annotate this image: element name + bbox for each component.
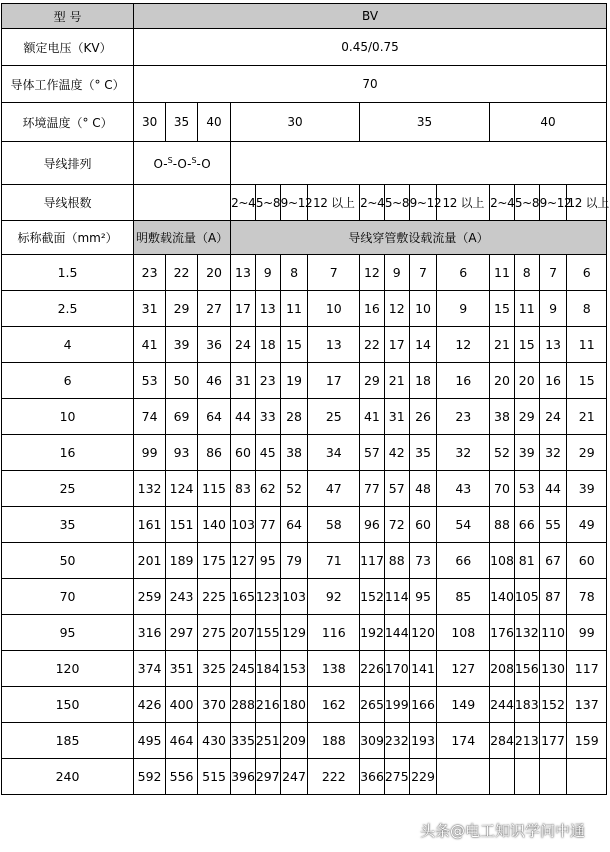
capacity-cell: 140 (198, 507, 231, 543)
capacity-cell: 57 (384, 471, 409, 507)
capacity-cell: 225 (198, 579, 231, 615)
capacity-cell: 213 (514, 723, 539, 759)
capacity-cell: 99 (567, 615, 607, 651)
capacity-cell: 23 (437, 399, 490, 435)
capacity-cell: 96 (360, 507, 385, 543)
capacity-cell: 39 (166, 327, 198, 363)
capacity-cell: 55 (539, 507, 567, 543)
capacity-cell: 13 (255, 291, 280, 327)
capacity-cell: 83 (231, 471, 256, 507)
section-cell: 25 (2, 471, 134, 507)
capacity-cell: 162 (308, 687, 360, 723)
section-cell: 150 (2, 687, 134, 723)
capacity-cell: 85 (437, 579, 490, 615)
capacity-cell: 275 (384, 759, 409, 795)
capacity-cell: 155 (255, 615, 280, 651)
capacity-cell: 183 (514, 687, 539, 723)
model-value: BV (134, 4, 607, 29)
capacity-cell: 374 (134, 651, 166, 687)
wire-count: 5~8 (384, 185, 409, 221)
capacity-cell: 11 (567, 327, 607, 363)
capacity-cell: 208 (490, 651, 515, 687)
capacity-cell: 245 (231, 651, 256, 687)
capacity-cell: 50 (166, 363, 198, 399)
capacity-cell: 88 (384, 543, 409, 579)
capacity-cell: 201 (134, 543, 166, 579)
capacity-cell: 25 (308, 399, 360, 435)
capacity-cell: 64 (280, 507, 308, 543)
capacity-cell: 117 (360, 543, 385, 579)
capacity-cell: 207 (231, 615, 256, 651)
capacity-cell: 27 (198, 291, 231, 327)
capacity-cell: 9 (384, 255, 409, 291)
capacity-cell: 34 (308, 435, 360, 471)
capacity-cell (490, 759, 515, 795)
capacity-cell: 161 (134, 507, 166, 543)
voltage-value: 0.45/0.75 (134, 29, 607, 66)
capacity-cell: 123 (255, 579, 280, 615)
ambient-pipe-35: 35 (360, 103, 490, 142)
capacity-cell (539, 759, 567, 795)
capacity-cell: 335 (231, 723, 256, 759)
capacity-cell: 71 (308, 543, 360, 579)
capacity-cell: 259 (134, 579, 166, 615)
capacity-cell: 15 (567, 363, 607, 399)
capacity-cell: 108 (437, 615, 490, 651)
wire-count: 9~12 (280, 185, 308, 221)
table-row (2, 255, 607, 291)
capacity-cell: 251 (255, 723, 280, 759)
capacity-cell: 46 (198, 363, 231, 399)
capacity-cell: 29 (514, 399, 539, 435)
capacity-cell: 151 (166, 507, 198, 543)
ambient-open-35: 35 (166, 103, 198, 142)
capacity-cell: 9 (255, 255, 280, 291)
capacity-cell: 9 (437, 291, 490, 327)
ambient-label: 环境温度（° C） (2, 103, 134, 142)
capacity-cell: 79 (280, 543, 308, 579)
wire-count-open-blank (134, 185, 231, 221)
capacity-cell: 184 (255, 651, 280, 687)
capacity-cell: 22 (166, 255, 198, 291)
wire-count: 2~4 (231, 185, 256, 221)
capacity-cell: 400 (166, 687, 198, 723)
capacity-cell: 26 (409, 399, 437, 435)
capacity-cell: 20 (514, 363, 539, 399)
capacity-cell: 29 (567, 435, 607, 471)
capacity-cell: 297 (255, 759, 280, 795)
capacity-cell: 222 (308, 759, 360, 795)
capacity-cell: 39 (514, 435, 539, 471)
capacity-cell: 226 (360, 651, 385, 687)
capacity-cell: 117 (567, 651, 607, 687)
capacity-cell: 174 (437, 723, 490, 759)
capacity-cell: 243 (166, 579, 198, 615)
table-row (2, 543, 607, 579)
wire-count: 5~8 (514, 185, 539, 221)
capacity-cell: 15 (514, 327, 539, 363)
capacity-cell: 66 (437, 543, 490, 579)
table-row (2, 327, 607, 363)
capacity-cell: 44 (539, 471, 567, 507)
wire-count: 2~4 (490, 185, 515, 221)
capacity-cell: 288 (231, 687, 256, 723)
capacity-cell: 105 (514, 579, 539, 615)
capacity-cell: 38 (280, 435, 308, 471)
wire-count: 9~12 (409, 185, 437, 221)
capacity-cell: 132 (514, 615, 539, 651)
capacity-cell: 22 (360, 327, 385, 363)
capacity-cell: 17 (308, 363, 360, 399)
capacity-cell: 87 (539, 579, 567, 615)
capacity-cell: 52 (280, 471, 308, 507)
capacity-cell: 77 (360, 471, 385, 507)
capacity-cell: 127 (231, 543, 256, 579)
capacity-cell: 44 (231, 399, 256, 435)
capacity-cell: 64 (198, 399, 231, 435)
capacity-cell: 95 (255, 543, 280, 579)
capacity-cell: 7 (308, 255, 360, 291)
capacity-cell: 60 (409, 507, 437, 543)
capacity-cell: 370 (198, 687, 231, 723)
capacity-cell: 21 (384, 363, 409, 399)
temp-label: 导体工作温度（° C） (2, 66, 134, 103)
open-capacity-label: 明敷载流量（A） (134, 221, 231, 255)
capacity-cell: 29 (166, 291, 198, 327)
capacity-cell: 14 (409, 327, 437, 363)
capacity-cell: 15 (490, 291, 515, 327)
capacity-cell: 297 (166, 615, 198, 651)
capacity-cell: 8 (280, 255, 308, 291)
capacity-cell: 60 (231, 435, 256, 471)
capacity-cell: 188 (308, 723, 360, 759)
capacity-cell: 58 (308, 507, 360, 543)
capacity-cell: 10 (409, 291, 437, 327)
capacity-cell: 193 (409, 723, 437, 759)
capacity-cell: 95 (409, 579, 437, 615)
capacity-cell: 10 (308, 291, 360, 327)
capacity-cell: 60 (567, 543, 607, 579)
section-cell: 16 (2, 435, 134, 471)
capacity-cell: 592 (134, 759, 166, 795)
capacity-cell: 7 (539, 255, 567, 291)
capacity-cell: 166 (409, 687, 437, 723)
capacity-cell: 8 (514, 255, 539, 291)
capacity-cell: 67 (539, 543, 567, 579)
section-cell: 35 (2, 507, 134, 543)
capacity-cell (567, 759, 607, 795)
capacity-cell: 170 (384, 651, 409, 687)
capacity-cell: 33 (255, 399, 280, 435)
capacity-cell: 275 (198, 615, 231, 651)
capacity-cell: 28 (280, 399, 308, 435)
capacity-cell: 351 (166, 651, 198, 687)
capacity-cell: 13 (231, 255, 256, 291)
capacity-cell: 132 (134, 471, 166, 507)
capacity-cell: 115 (198, 471, 231, 507)
capacity-cell: 9 (539, 291, 567, 327)
capacity-cell: 430 (198, 723, 231, 759)
table-row (2, 291, 607, 327)
table-row (2, 363, 607, 399)
capacity-cell: 110 (539, 615, 567, 651)
table-row (2, 687, 607, 723)
table-row (2, 435, 607, 471)
capacity-cell: 32 (539, 435, 567, 471)
capacity-cell: 156 (514, 651, 539, 687)
ambient-pipe-30: 30 (231, 103, 360, 142)
table-row (2, 723, 607, 759)
capacity-cell: 49 (567, 507, 607, 543)
capacity-cell: 124 (166, 471, 198, 507)
capacity-cell: 12 (360, 255, 385, 291)
capacity-cell: 81 (514, 543, 539, 579)
section-cell: 70 (2, 579, 134, 615)
capacity-cell: 86 (198, 435, 231, 471)
capacity-cell: 244 (490, 687, 515, 723)
capacity-cell: 31 (384, 399, 409, 435)
pipe-capacity-label: 导线穿管敷设载流量（A） (231, 221, 607, 255)
capacity-cell: 229 (409, 759, 437, 795)
capacity-cell: 309 (360, 723, 385, 759)
capacity-cell: 47 (308, 471, 360, 507)
capacity-cell: 495 (134, 723, 166, 759)
wire-count: 2~4 (360, 185, 385, 221)
capacity-cell: 8 (567, 291, 607, 327)
capacity-cell: 29 (360, 363, 385, 399)
capacity-cell: 129 (280, 615, 308, 651)
capacity-cell: 54 (437, 507, 490, 543)
capacity-cell: 366 (360, 759, 385, 795)
capacity-cell: 232 (384, 723, 409, 759)
capacity-cell: 17 (231, 291, 256, 327)
temp-value: 70 (134, 66, 607, 103)
capacity-cell: 138 (308, 651, 360, 687)
arrangement-label: 导线排列 (2, 142, 134, 185)
capacity-cell: 99 (134, 435, 166, 471)
model-label: 型 号 (2, 4, 134, 29)
capacity-cell: 159 (567, 723, 607, 759)
section-cell: 185 (2, 723, 134, 759)
wire-count: 5~8 (255, 185, 280, 221)
capacity-cell: 209 (280, 723, 308, 759)
capacity-cell: 15 (280, 327, 308, 363)
capacity-cell: 11 (514, 291, 539, 327)
capacity-cell: 72 (384, 507, 409, 543)
capacity-cell: 21 (490, 327, 515, 363)
capacity-cell: 114 (384, 579, 409, 615)
capacity-cell: 176 (490, 615, 515, 651)
wire-count: 12 以上 (437, 185, 490, 221)
arrangement-symbols: O-$^S$-O-$^S$-O (153, 155, 211, 171)
wire-count: 12 以上 (308, 185, 360, 221)
capacity-cell: 21 (567, 399, 607, 435)
capacity-cell: 396 (231, 759, 256, 795)
capacity-cell: 325 (198, 651, 231, 687)
capacity-cell: 103 (231, 507, 256, 543)
capacity-cell: 247 (280, 759, 308, 795)
capacity-cell: 43 (437, 471, 490, 507)
capacity-cell: 23 (134, 255, 166, 291)
capacity-cell: 12 (384, 291, 409, 327)
capacity-cell: 165 (231, 579, 256, 615)
capacity-cell: 127 (437, 651, 490, 687)
capacity-cell: 103 (280, 579, 308, 615)
capacity-cell: 108 (490, 543, 515, 579)
cable-capacity-table (1, 3, 610, 795)
capacity-cell: 284 (490, 723, 515, 759)
capacity-cell: 152 (539, 687, 567, 723)
capacity-cell: 53 (514, 471, 539, 507)
section-cell: 10 (2, 399, 134, 435)
capacity-cell: 144 (384, 615, 409, 651)
capacity-cell: 17 (384, 327, 409, 363)
capacity-cell: 32 (437, 435, 490, 471)
arrangement-value (134, 142, 231, 185)
capacity-cell: 11 (490, 255, 515, 291)
capacity-cell (514, 759, 539, 795)
table-row (2, 651, 607, 687)
capacity-cell: 180 (280, 687, 308, 723)
capacity-cell: 38 (490, 399, 515, 435)
capacity-cell: 36 (198, 327, 231, 363)
capacity-cell: 199 (384, 687, 409, 723)
table-row (2, 471, 607, 507)
capacity-cell: 66 (514, 507, 539, 543)
capacity-cell: 515 (198, 759, 231, 795)
capacity-cell: 41 (134, 327, 166, 363)
capacity-cell: 93 (166, 435, 198, 471)
ambient-open-30: 30 (134, 103, 166, 142)
arrangement-blank (231, 142, 607, 185)
capacity-cell: 16 (539, 363, 567, 399)
capacity-cell: 74 (134, 399, 166, 435)
wire-count: 9~12 (539, 185, 567, 221)
capacity-cell: 69 (166, 399, 198, 435)
capacity-cell: 62 (255, 471, 280, 507)
wire-count: 12 以上 (567, 185, 607, 221)
capacity-cell (437, 759, 490, 795)
section-cell: 240 (2, 759, 134, 795)
section-cell: 2.5 (2, 291, 134, 327)
capacity-cell: 316 (134, 615, 166, 651)
capacity-cell: 137 (567, 687, 607, 723)
capacity-cell: 45 (255, 435, 280, 471)
ambient-open-40: 40 (198, 103, 231, 142)
capacity-cell: 73 (409, 543, 437, 579)
section-cell: 6 (2, 363, 134, 399)
capacity-cell: 52 (490, 435, 515, 471)
capacity-cell: 6 (567, 255, 607, 291)
table-row (2, 399, 607, 435)
capacity-cell: 175 (198, 543, 231, 579)
capacity-cell: 152 (360, 579, 385, 615)
capacity-cell: 24 (231, 327, 256, 363)
capacity-cell: 19 (280, 363, 308, 399)
table-row (2, 759, 607, 795)
capacity-cell: 78 (567, 579, 607, 615)
capacity-cell: 57 (360, 435, 385, 471)
capacity-cell: 41 (360, 399, 385, 435)
capacity-cell: 42 (384, 435, 409, 471)
table-row (2, 579, 607, 615)
section-cell: 1.5 (2, 255, 134, 291)
capacity-cell: 70 (490, 471, 515, 507)
watermark: 头条@电工知识学问中通 (420, 822, 586, 840)
capacity-cell: 120 (409, 615, 437, 651)
capacity-cell: 11 (280, 291, 308, 327)
capacity-cell: 31 (134, 291, 166, 327)
capacity-cell: 7 (409, 255, 437, 291)
capacity-cell: 177 (539, 723, 567, 759)
capacity-cell: 141 (409, 651, 437, 687)
capacity-cell: 31 (231, 363, 256, 399)
capacity-cell: 6 (437, 255, 490, 291)
voltage-label: 额定电压（KV） (2, 29, 134, 66)
section-cell: 95 (2, 615, 134, 651)
capacity-cell: 24 (539, 399, 567, 435)
section-label: 标称截面（mm²） (2, 221, 134, 255)
capacity-cell: 149 (437, 687, 490, 723)
table-row (2, 507, 607, 543)
capacity-cell: 216 (255, 687, 280, 723)
capacity-cell: 23 (255, 363, 280, 399)
capacity-cell: 88 (490, 507, 515, 543)
capacity-cell: 153 (280, 651, 308, 687)
wire-count-label: 导线根数 (2, 185, 134, 221)
capacity-cell: 192 (360, 615, 385, 651)
capacity-cell: 189 (166, 543, 198, 579)
capacity-cell: 53 (134, 363, 166, 399)
capacity-cell: 265 (360, 687, 385, 723)
table-row (2, 615, 607, 651)
ambient-pipe-40: 40 (490, 103, 607, 142)
capacity-cell: 20 (198, 255, 231, 291)
capacity-cell: 13 (308, 327, 360, 363)
table-body (2, 255, 607, 795)
capacity-cell: 464 (166, 723, 198, 759)
table-header (2, 4, 610, 255)
section-cell: 120 (2, 651, 134, 687)
capacity-cell: 426 (134, 687, 166, 723)
capacity-cell: 13 (539, 327, 567, 363)
capacity-cell: 130 (539, 651, 567, 687)
capacity-cell: 35 (409, 435, 437, 471)
capacity-cell: 12 (437, 327, 490, 363)
capacity-cell: 48 (409, 471, 437, 507)
capacity-cell: 39 (567, 471, 607, 507)
capacity-cell: 18 (255, 327, 280, 363)
capacity-cell: 116 (308, 615, 360, 651)
capacity-cell: 92 (308, 579, 360, 615)
capacity-cell: 20 (490, 363, 515, 399)
capacity-cell: 140 (490, 579, 515, 615)
capacity-cell: 16 (360, 291, 385, 327)
capacity-cell: 18 (409, 363, 437, 399)
capacity-cell: 16 (437, 363, 490, 399)
section-cell: 50 (2, 543, 134, 579)
capacity-cell: 77 (255, 507, 280, 543)
section-cell: 4 (2, 327, 134, 363)
capacity-cell: 556 (166, 759, 198, 795)
